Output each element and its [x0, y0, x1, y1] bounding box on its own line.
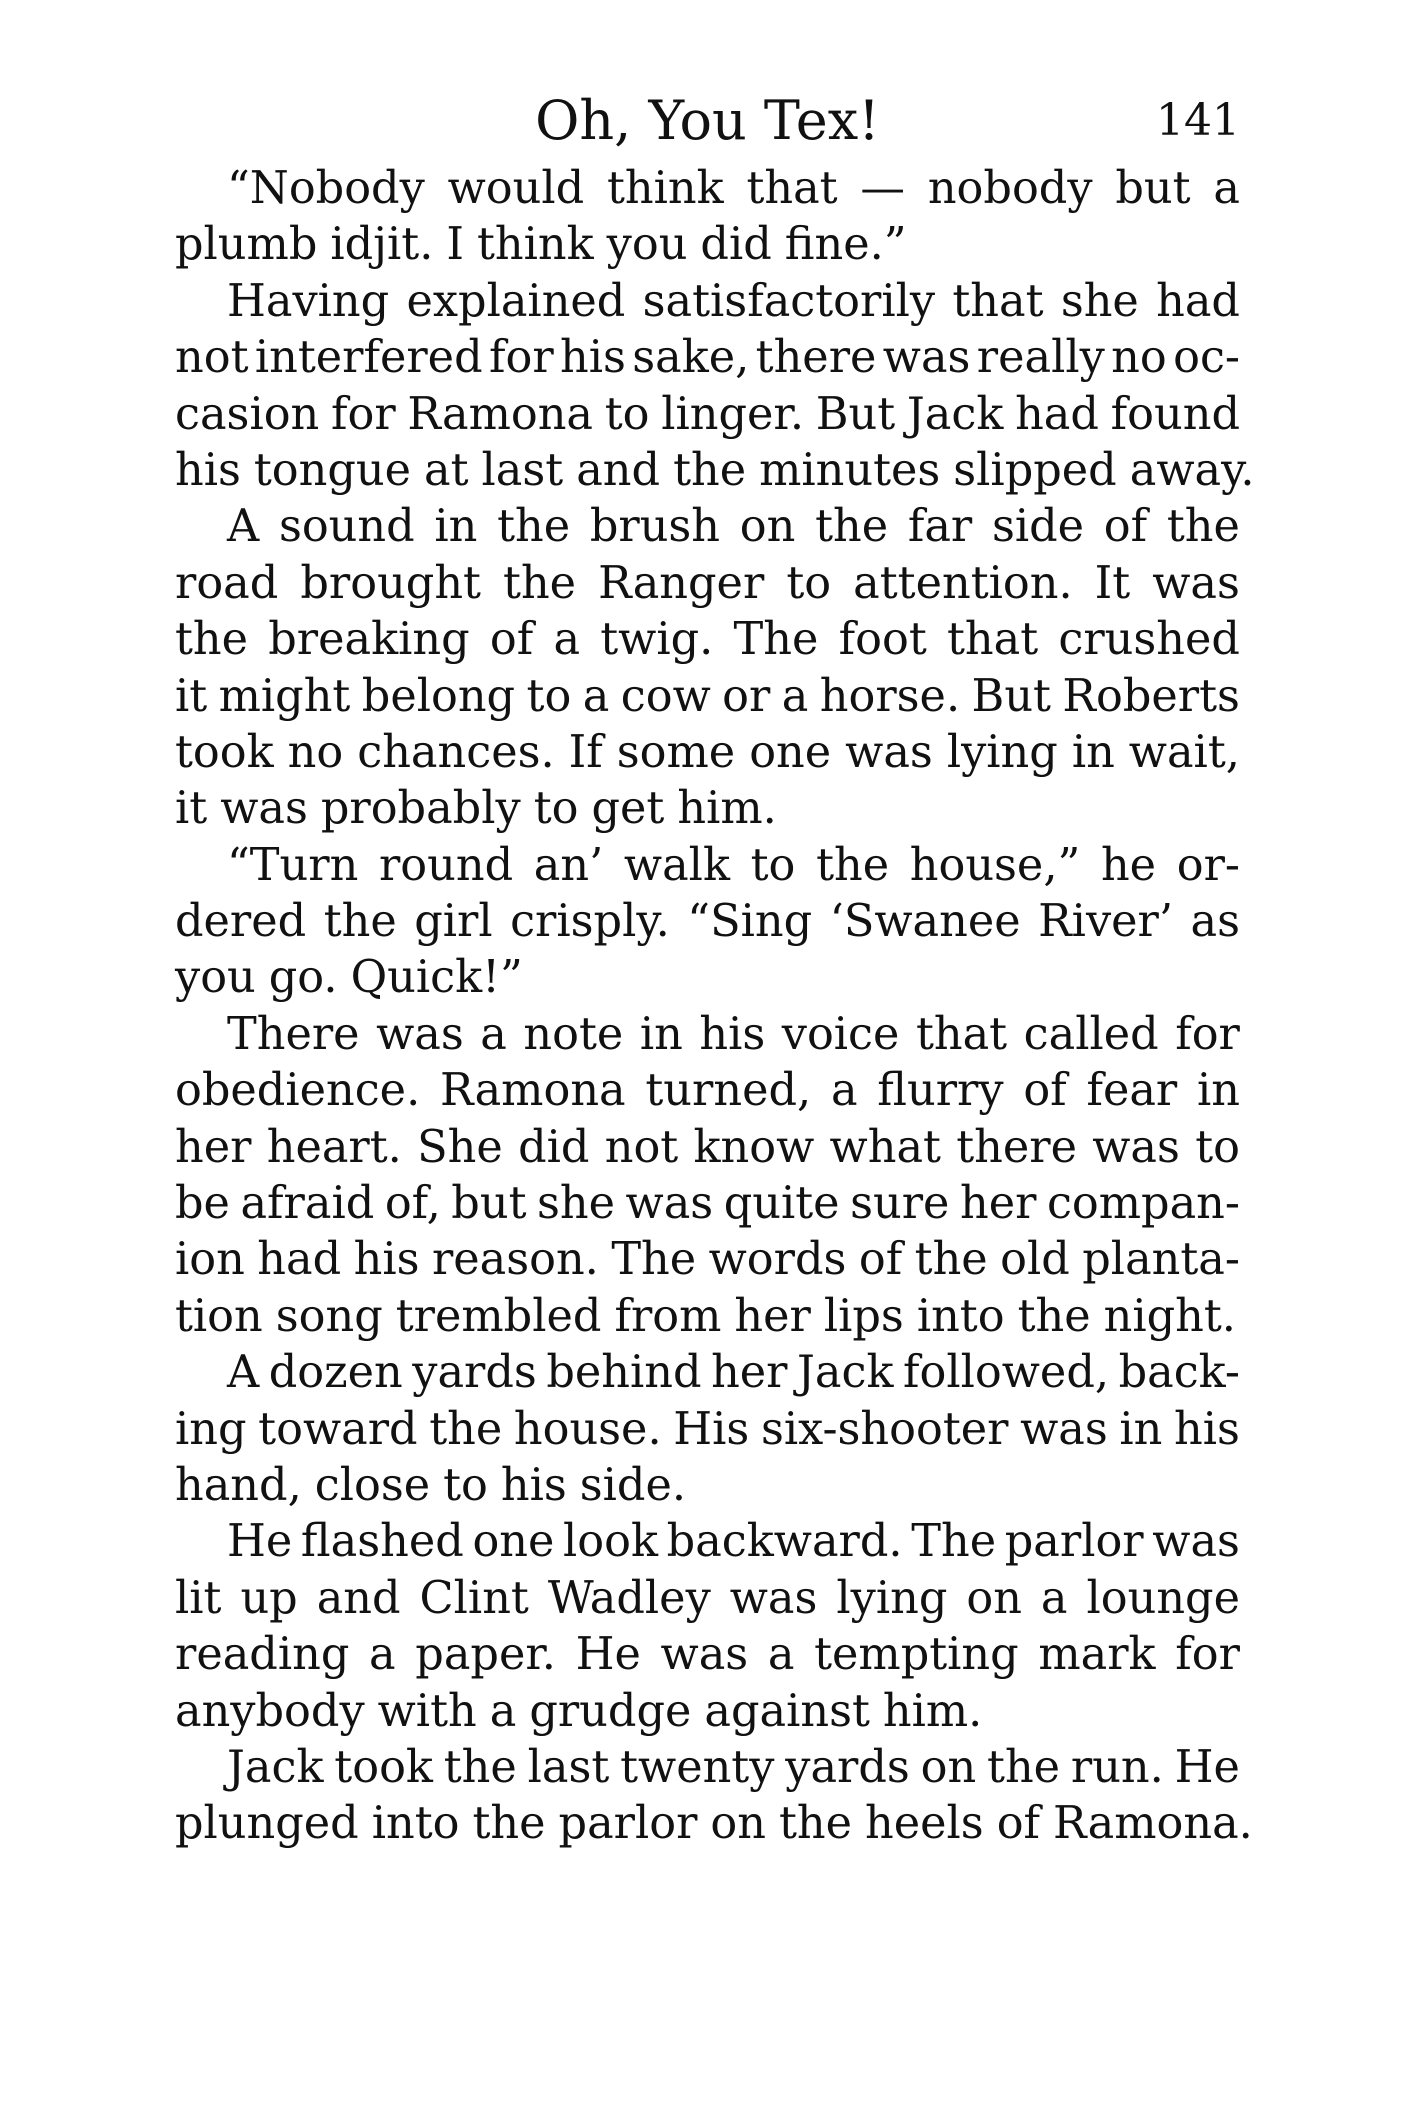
text-line: reading a paper. He was a tempting mark for — [175, 1628, 1240, 1681]
text-line: dered the girl crisply. “Sing ‘Swanee River’ as — [175, 895, 1240, 948]
text-line: it might belong to a cow or a horse. But Roberts — [175, 669, 1240, 722]
text-line: hand, close to his side. — [175, 1458, 687, 1511]
text-line: be afraid of, but she was quite sure her compan- — [175, 1177, 1240, 1230]
body-text — [175, 160, 1255, 1852]
text-line: not interfered for his sake, there was really no oc- — [175, 331, 1240, 384]
text-line: anybody with a grudge against him. — [175, 1684, 983, 1737]
text-line: plumb idjit. I think you did fine.” — [175, 218, 907, 271]
running-head — [175, 86, 1240, 156]
text-line: Jack took the last twenty yards on the run. He — [227, 1740, 1240, 1793]
text-line: her heart. She did not know what there was to — [175, 1120, 1240, 1173]
text-line: obedience. Ramona turned, a flurry of fear in — [175, 1064, 1240, 1117]
text-line: casion for Ramona to linger. But Jack had found — [175, 387, 1240, 440]
text-line: ion had his reason. The words of the old planta- — [175, 1233, 1240, 1286]
text-line: ing toward the house. His six-shooter was in his — [175, 1402, 1240, 1455]
text-line: “Nobody would think that — nobody but a — [227, 162, 1240, 214]
text-line: road brought the Ranger to attention. It was — [175, 556, 1240, 609]
text-line: A sound in the brush on the far side of the — [227, 500, 1240, 553]
text-line: There was a note in his voice that called for — [227, 1007, 1240, 1060]
text-line: his tongue at last and the minutes slipped away. — [175, 443, 1255, 496]
page-number: 141 — [1156, 95, 1240, 146]
text-line: lit up and Clint Wadley was lying on a lounge — [175, 1571, 1240, 1624]
text-line: Having explained satisfactorily that she had — [227, 274, 1240, 327]
text-line: the breaking of a twig. The foot that crushed — [175, 613, 1240, 666]
text-line: took no chances. If some one was lying in wait, — [175, 725, 1240, 778]
text-line: you go. Quick!” — [175, 951, 523, 1004]
text-line: A dozen yards behind her Jack followed, back- — [227, 1346, 1240, 1399]
text-line: “Turn round an’ walk to the house,” he or- — [227, 838, 1240, 891]
text-line: plunged into the parlor on the heels of Ramona. — [175, 1797, 1253, 1850]
text-line: He flashed one look backward. The parlor was — [227, 1515, 1240, 1568]
running-title: Oh, You Tex! — [535, 89, 880, 152]
text-line: tion song trembled from her lips into the night. — [175, 1289, 1236, 1342]
text-line: it was probably to get him. — [175, 782, 777, 835]
